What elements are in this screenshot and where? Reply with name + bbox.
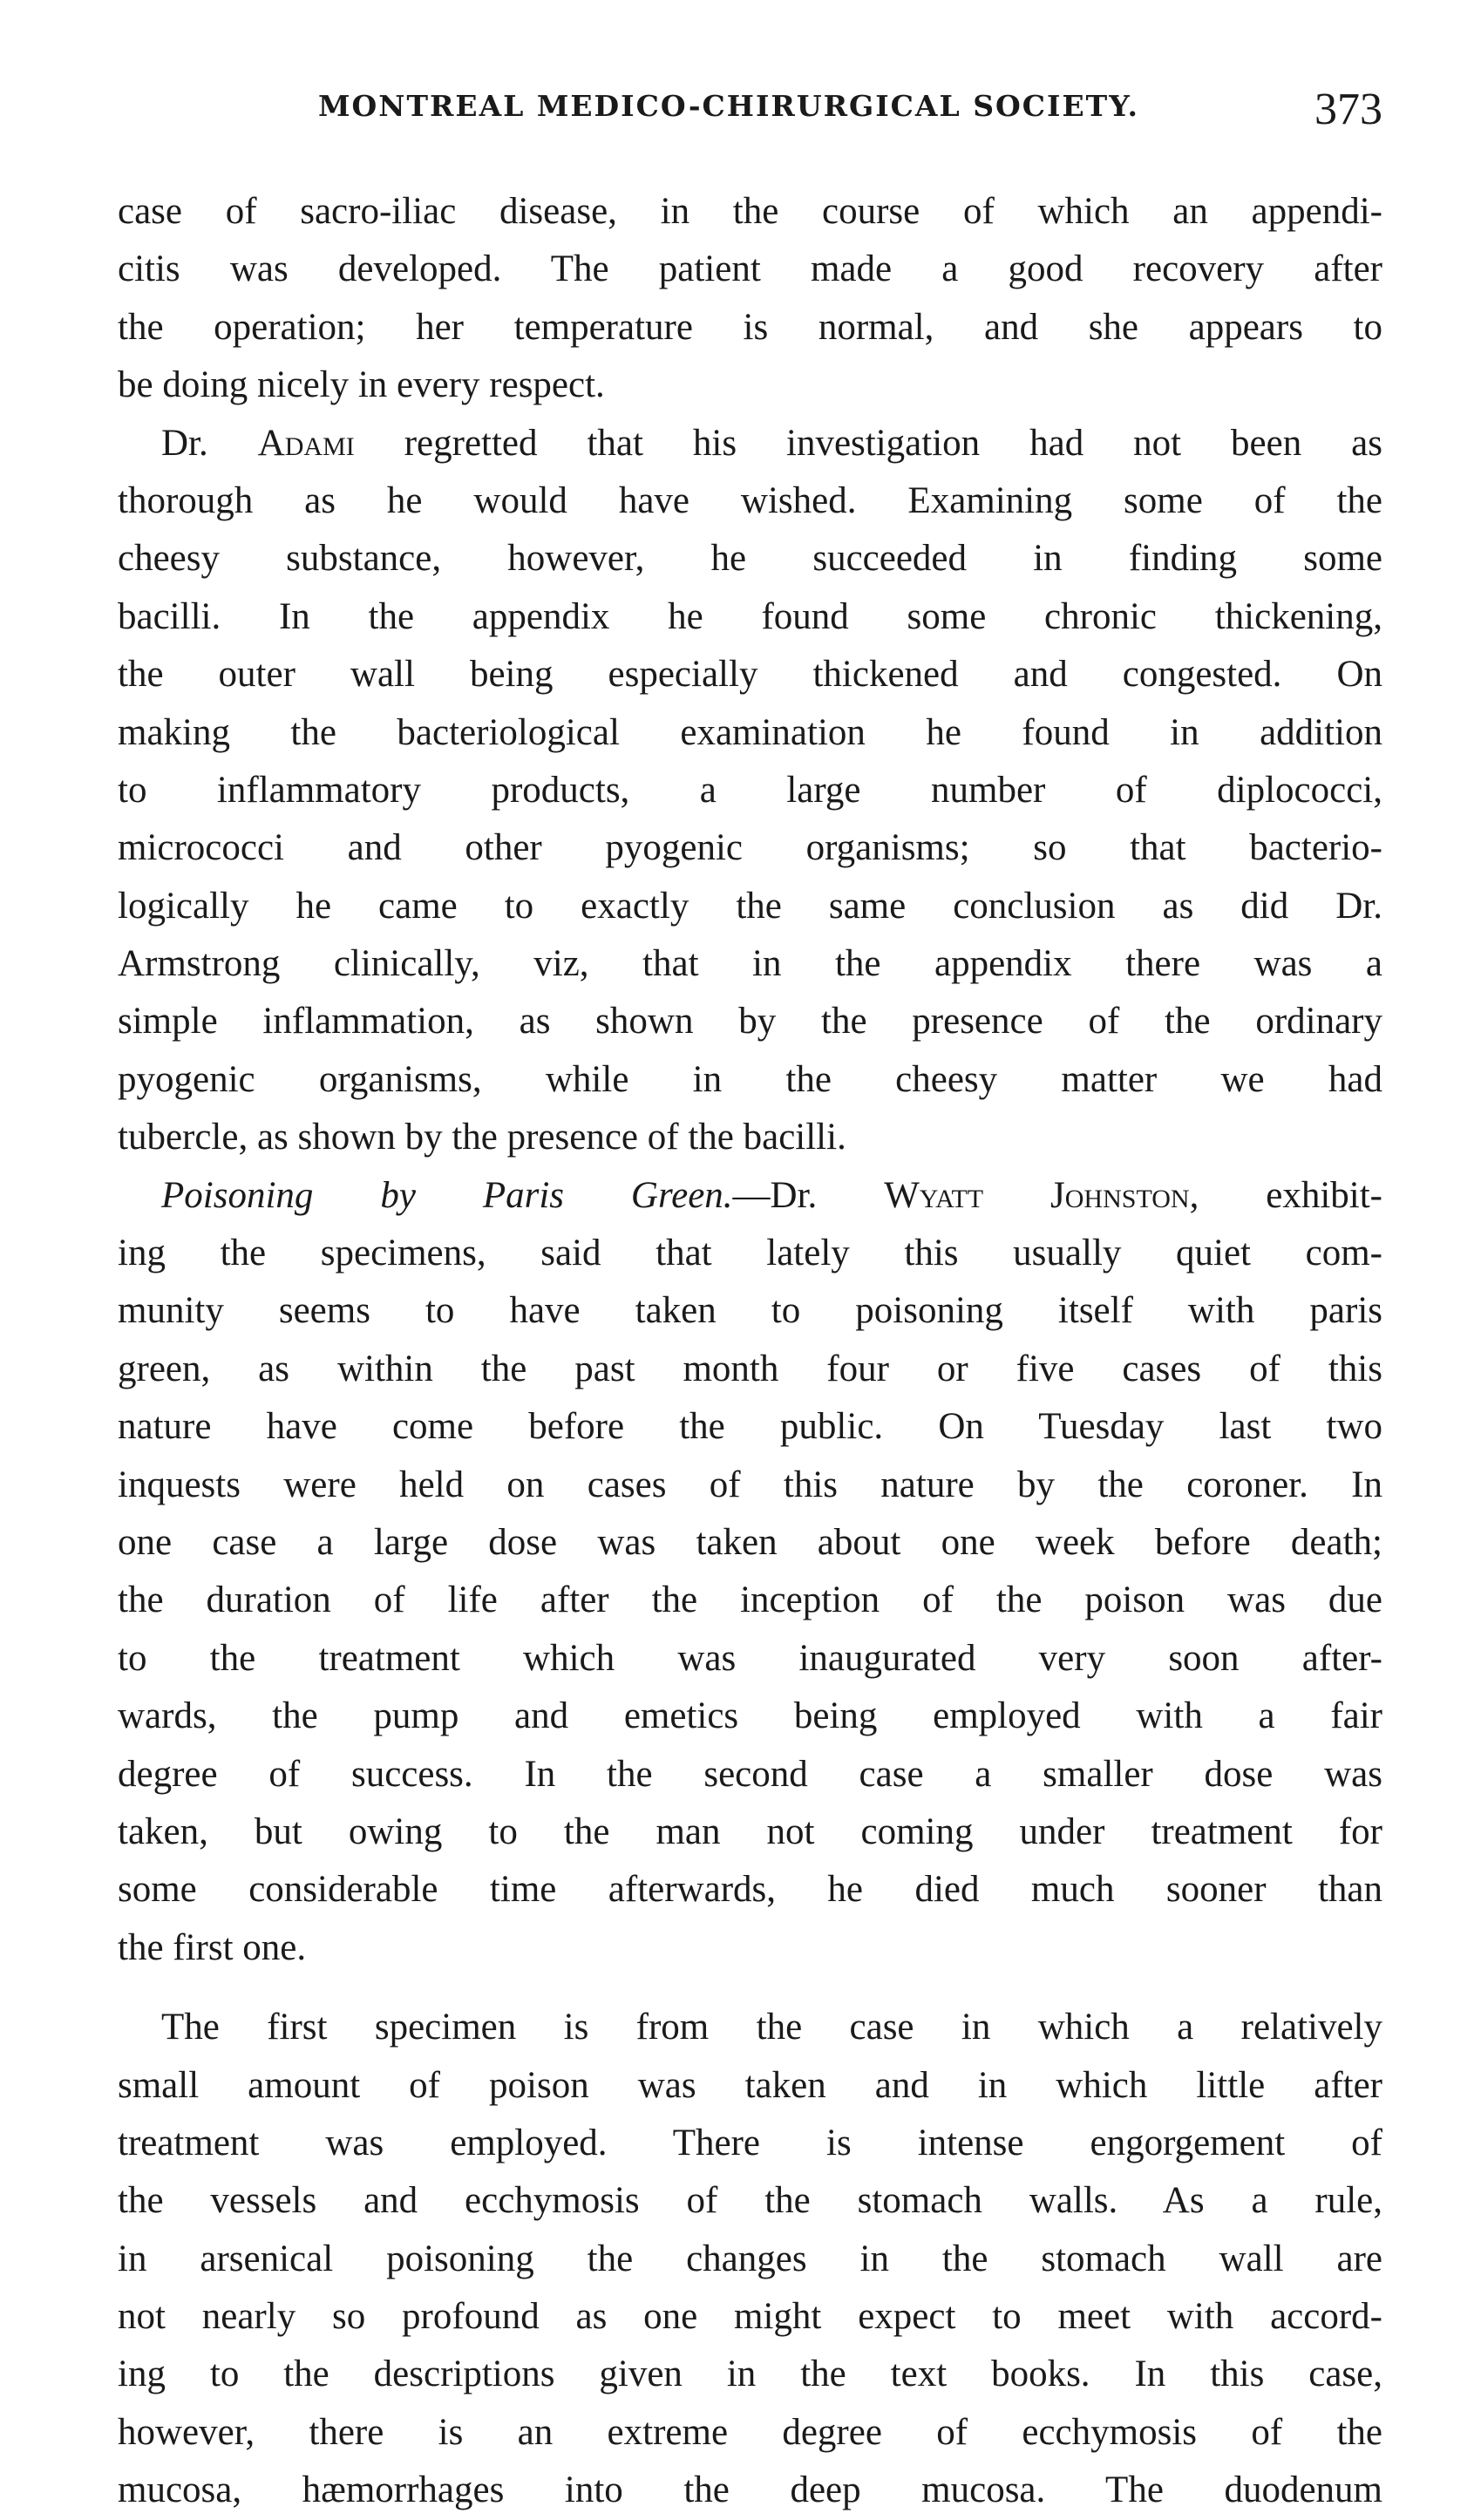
text-line: in arsenical poisoning the changes in the stomach wall are <box>118 2238 1382 2279</box>
page-number: 373 <box>1314 85 1382 134</box>
text-line: munity seems to have taken to poisoning itself with paris <box>118 1290 1382 1332</box>
text-line: degree of success. In the second case a smaller dose was <box>118 1753 1382 1795</box>
text-line: tubercle, as shown by the presence of the bacilli. <box>118 1117 846 1158</box>
text-line: Armstrong clinically, viz, that in the appendix there was a <box>118 943 1382 985</box>
body-text <box>118 183 1382 2520</box>
text-fragment: —Dr. <box>732 1174 885 1216</box>
speaker-name: Wyatt Johnston <box>884 1174 1190 1216</box>
text-line: one case a large dose was taken about one week before death; <box>118 1521 1382 1563</box>
text-fragment: , exhibit- <box>1189 1174 1382 1216</box>
text-line: not nearly so profound as one might expect to meet with accord- <box>118 2296 1382 2338</box>
text-line: thorough as he would have wished. Examining some of the <box>118 479 1382 521</box>
section-title: Poisoning by Paris Green. <box>161 1174 733 1216</box>
text-line: inquests were held on cases of this nature by the coroner. In <box>118 1464 1382 1505</box>
text-line: be doing nicely in every respect. <box>118 364 605 406</box>
text-line: small amount of poison was taken and in which little after <box>118 2064 1382 2106</box>
text-line: taken, but owing to the man not coming under treatment for <box>118 1810 1382 1852</box>
text-line: ing the specimens, said that lately this usually quiet com- <box>118 1233 1382 1274</box>
text-line: making the bacteriological examination he found in addition <box>118 711 1382 753</box>
running-head <box>118 84 1382 136</box>
text-line: some considerable time afterwards, he died much sooner than <box>118 1869 1382 1911</box>
text-line: wards, the pump and emetics being employed with a fair <box>118 1695 1382 1737</box>
text-line: bacilli. In the appendix he found some chronic thickening, <box>118 595 1382 637</box>
text-line: logically he came to exactly the same conclusion as did Dr. <box>118 885 1382 927</box>
text-line: simple inflammation, as shown by the presence of the ordinary <box>118 1001 1382 1043</box>
text-line <box>118 415 1382 472</box>
text-line: ing to the descriptions given in the text books. In this case, <box>118 2354 1382 2395</box>
paragraph-first-specimen <box>118 1999 1382 2520</box>
paragraph-adami <box>118 415 1382 1167</box>
text-line <box>118 1167 1382 1225</box>
text-line: green, as within the past month four or five cases of this <box>118 1348 1382 1389</box>
text-line: citis was developed. The patient made a good recovery after <box>118 248 1382 290</box>
running-title: MONTREAL MEDICO-CHIRURGICAL SOCIETY. <box>318 89 1139 123</box>
paragraph-continuation <box>118 183 1382 415</box>
text-line: nature have come before the public. On Tuesday last two <box>118 1406 1382 1448</box>
text-line: mucosa, hæmorrhages into the deep mucosa. The duodenum <box>118 2469 1382 2511</box>
text-line: micrococci and other pyogenic organisms; so that bacterio- <box>118 827 1382 869</box>
text-line: the outer wall being especially thickened and congested. On <box>118 654 1382 696</box>
text-line: treatment was employed. There is intense engorgement of <box>118 2122 1382 2163</box>
text-fragment: Dr. <box>161 422 258 464</box>
text-line: however, there is an extreme degree of ecchymosis of the <box>118 2411 1382 2453</box>
text-line: pyogenic organisms, while in the cheesy matter we had <box>118 1058 1382 1100</box>
text-line: the operation; her temperature is normal, and she appears to <box>118 306 1382 348</box>
speaker-name: Adami <box>257 422 355 464</box>
text-line: case of sacro-iliac disease, in the course of which an appendi- <box>118 191 1382 232</box>
text-line: to inflammatory products, a large number of diplococci, <box>118 769 1382 811</box>
text-line: to the treatment which was inaugurated very soon after- <box>118 1637 1382 1679</box>
text-line: The first specimen is from the case in which a relatively <box>161 2007 1382 2048</box>
text-line: the first one. <box>118 1926 307 1968</box>
text-line: the vessels and ecchymosis of the stomach walls. As a rule, <box>118 2180 1382 2222</box>
paragraph-paris-green <box>118 1167 1382 1977</box>
text-line: the duration of life after the inception of the poison was due <box>118 1579 1382 1621</box>
text-fragment: regretted that his investigation had not been as <box>354 422 1382 464</box>
paragraph-gap <box>118 1977 1382 1999</box>
text-line: cheesy substance, however, he succeeded in finding some <box>118 538 1382 580</box>
